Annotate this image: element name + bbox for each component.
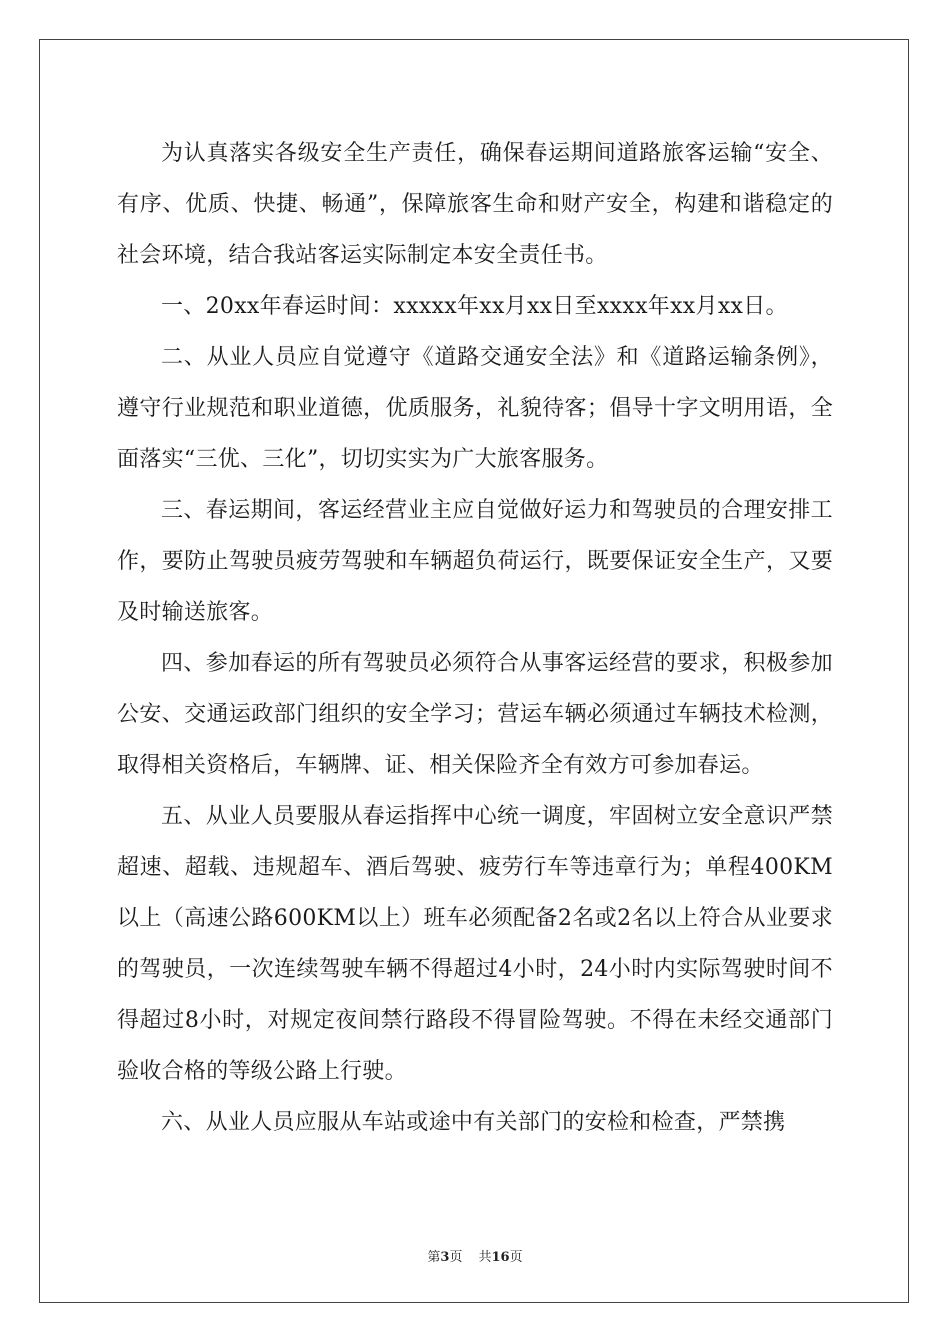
page-prefix: 第 xyxy=(427,1250,441,1265)
document-body xyxy=(117,128,833,1148)
page-footer xyxy=(0,1246,950,1265)
paragraph-intro: 为认真落实各级安全生产责任，确保春运期间道路旅客运输“安全、有序、优质、快捷、畅通”，保障旅客生命和财产安全，构建和谐稳定的社会环境，结合我站客运实际制定本安全责任书。 xyxy=(117,141,833,268)
paragraph-item-4: 四、参加春运的所有驾驶员必须符合从事客运经营的要求，积极参加公安、交通运政部门组织的安全学习；营运车辆必须通过车辆技术检测，取得相关资格后，车辆牌、证、相关保险齐全有效方可参加春运。 xyxy=(117,651,833,778)
total-prefix: 共 xyxy=(478,1250,492,1265)
paragraph-item-2: 二、从业人员应自觉遵守《道路交通安全法》和《道路运输条例》，遵守行业规范和职业道德，优质服务，礼貌待客；倡导十字文明用语，全面落实“三优、三化”，切切实实为广大旅客服务。 xyxy=(117,345,833,472)
paragraph-item-1: 一、20xx年春运时间：xxxxx年xx月xx日至xxxx年xx月xx日。 xyxy=(161,294,788,319)
paragraph-item-5: 五、从业人员要服从春运指挥中心统一调度，牢固树立安全意识严禁超速、超载、违规超车、酒后驾驶、疲劳行车等违章行为；单程400KM以上（高速公路600KM以上）班车必须配备2名或2名以上符合从业要求的驾驶员，一次连续驾驶车辆不得超过4小时，24小时内实际驾驶时间不得超过8小时，对规定夜间禁行路段不得冒险驾驶。不得在未经交通部门验收合格的等级公路上行驶。 xyxy=(117,804,833,1084)
page-total-number: 16 xyxy=(491,1250,510,1265)
paragraph-item-3: 三、春运期间，客运经营业主应自觉做好运力和驾驶员的合理安排工作，要防止驾驶员疲劳驾驶和车辆超负荷运行，既要保证安全生产，又要及时输送旅客。 xyxy=(117,498,833,625)
total-suffix: 页 xyxy=(509,1250,523,1265)
paragraph-item-6: 六、从业人员应服从车站或途中有关部门的安检和检查，严禁携 xyxy=(161,1110,786,1135)
page-current-number: 3 xyxy=(440,1250,450,1265)
page-suffix: 页 xyxy=(449,1250,463,1265)
